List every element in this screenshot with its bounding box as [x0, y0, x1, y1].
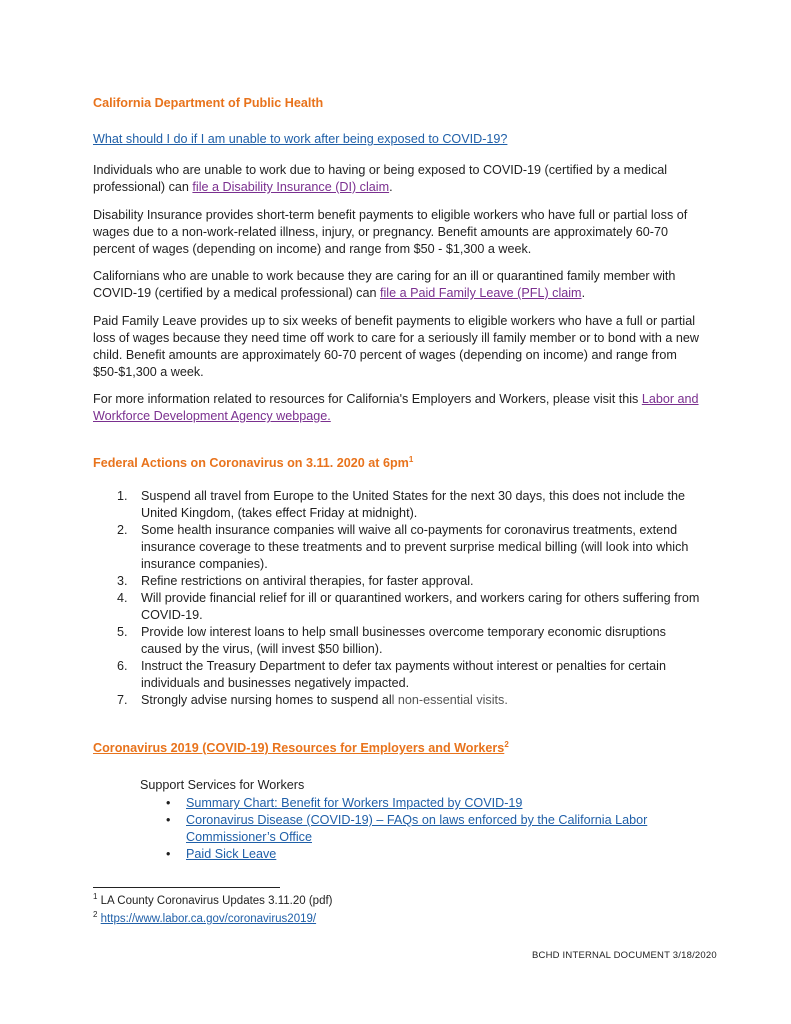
di-claim-link[interactable]: file a Disability Insurance (DI) claim: [192, 180, 390, 194]
federal-heading: Federal Actions on Coronavirus on 3.11. 2020 at $6pm^1$: [93, 454, 414, 470]
bullet-icon: •: [166, 847, 171, 861]
summary-chart-link[interactable]: Summary Chart: Benefit for Workers Impacted by COVID-19: [186, 796, 523, 810]
footnote-1: $^1$ LA County Coronavirus Updates 3.11.20 (pdf): [93, 892, 333, 907]
support-services-subheading: Support Services for Workers: [140, 778, 305, 792]
question-link[interactable]: What should I do if I am unable to work after being exposed to COVID-19?: [93, 132, 508, 146]
lwda-link[interactable]: Labor and Workforce Development Agency webpage.: [93, 392, 699, 423]
paragraph-more-info: [93, 391, 705, 425]
paragraph-di-text: Individuals who are unable to work due to having or being exposed to COVID-19 (certified by a medical professional) can: [93, 163, 668, 194]
footnote-ref-2[interactable]: 2: [504, 739, 509, 749]
paragraph-pfl: Californians who are unable to work because they are caring for an ill or quarantined family member with COVID-19 (certified by a medical professional) can file a Paid Family Leave (PFL) claim.: [93, 269, 676, 300]
list-item: [93, 812, 666, 846]
federal-actions-list: [93, 488, 705, 709]
list-item: 5. Provide low interest loans to help small businesses overcome temporary economic disruptions caused by the virus, (will invest $50 billion).: [117, 625, 666, 656]
list-item: 7. Strongly advise nursing homes to suspend all non-essential visits.: [117, 693, 508, 707]
footnote-divider: [93, 887, 280, 888]
bullet-icon: •: [166, 813, 171, 827]
list-item: 6. Instruct the Treasury Department to defer tax payments without interest or penalties for certain individuals and businesses negatively impacted.: [117, 659, 666, 690]
resources-links-list: [93, 795, 705, 863]
paragraph-more-info-text: For more information related to resources for California's Employers and Workers, please visit this: [93, 392, 642, 406]
paragraph-di: Individuals who are unable to work due to having or being exposed to COVID-19 (certified by a medical professional) can file a Disability Insurance (DI) claim.: [93, 163, 668, 194]
list-item: [93, 795, 705, 812]
list-item: 1. Suspend all travel from Europe to the United States for the next 30 days, this does not include the United Kingdom, (takes effect Friday at midnight).: [117, 489, 685, 520]
org-title: California Department of Public Health: [93, 96, 324, 110]
labor-url-link[interactable]: https://www.labor.ca.gov/coronavirus2019/: [100, 913, 317, 925]
paid-sick-leave-link[interactable]: Paid Sick Leave: [186, 847, 277, 861]
footnote-ref-1[interactable]: 1: [408, 454, 414, 464]
bullet-icon: •: [166, 796, 171, 810]
resources-heading-link[interactable]: Coronavirus 2019 (COVID-19) Resources for Employers and Workers: [93, 741, 505, 755]
faqs-link[interactable]: Coronavirus Disease (COVID-19) – FAQs on laws enforced by the California Labor Commissioner’s Office: [186, 813, 648, 844]
list-item: 3. Refine restrictions on antiviral therapies, for faster approval.: [117, 574, 474, 588]
document-footer: BCHD INTERNAL DOCUMENT 3/18/2020: [532, 950, 717, 961]
resources-heading: [93, 740, 509, 757]
list-item: [93, 846, 705, 863]
paragraph-di-benefits: Disability Insurance provides short-term benefit payments to eligible workers who have full or partial loss of wages due to a non-work-related illness, injury, or pregnancy. Benefit amounts are approximately 60-70 percent of wages (depending on income) and range from $50 - $1,300 a week.: [93, 208, 688, 256]
footnote-2: $^2$ https://www.labor.ca.gov/coronavirus2019/: [93, 910, 317, 925]
pfl-claim-link[interactable]: file a Paid Family Leave (PFL) claim: [379, 286, 582, 300]
paragraph-pfl-text: Californians who are unable to work because they are caring for an ill or quarantined family member with COVID-19 (certified by a medical professional) can: [93, 269, 676, 300]
list-item: 4. Will provide financial relief for ill or quarantined workers, and workers caring for others suffering from COVID-19.: [117, 591, 700, 622]
paragraph-pfl-benefits: Paid Family Leave provides up to six weeks of benefit payments to eligible workers who have a full or partial loss of wages because they need time off work to care for a seriously ill family member or to bond with a new child. Benefit amounts are approximately 60-70 percent of wages (depending on income) and range from $50-$1,300 a week.: [93, 314, 699, 379]
list-item: 2. Some health insurance companies will waive all co-payments for coronavirus treatments, extend insurance coverage to these treatments and to prevent surprise medical billing (will look into which insurance companies).: [117, 523, 689, 571]
